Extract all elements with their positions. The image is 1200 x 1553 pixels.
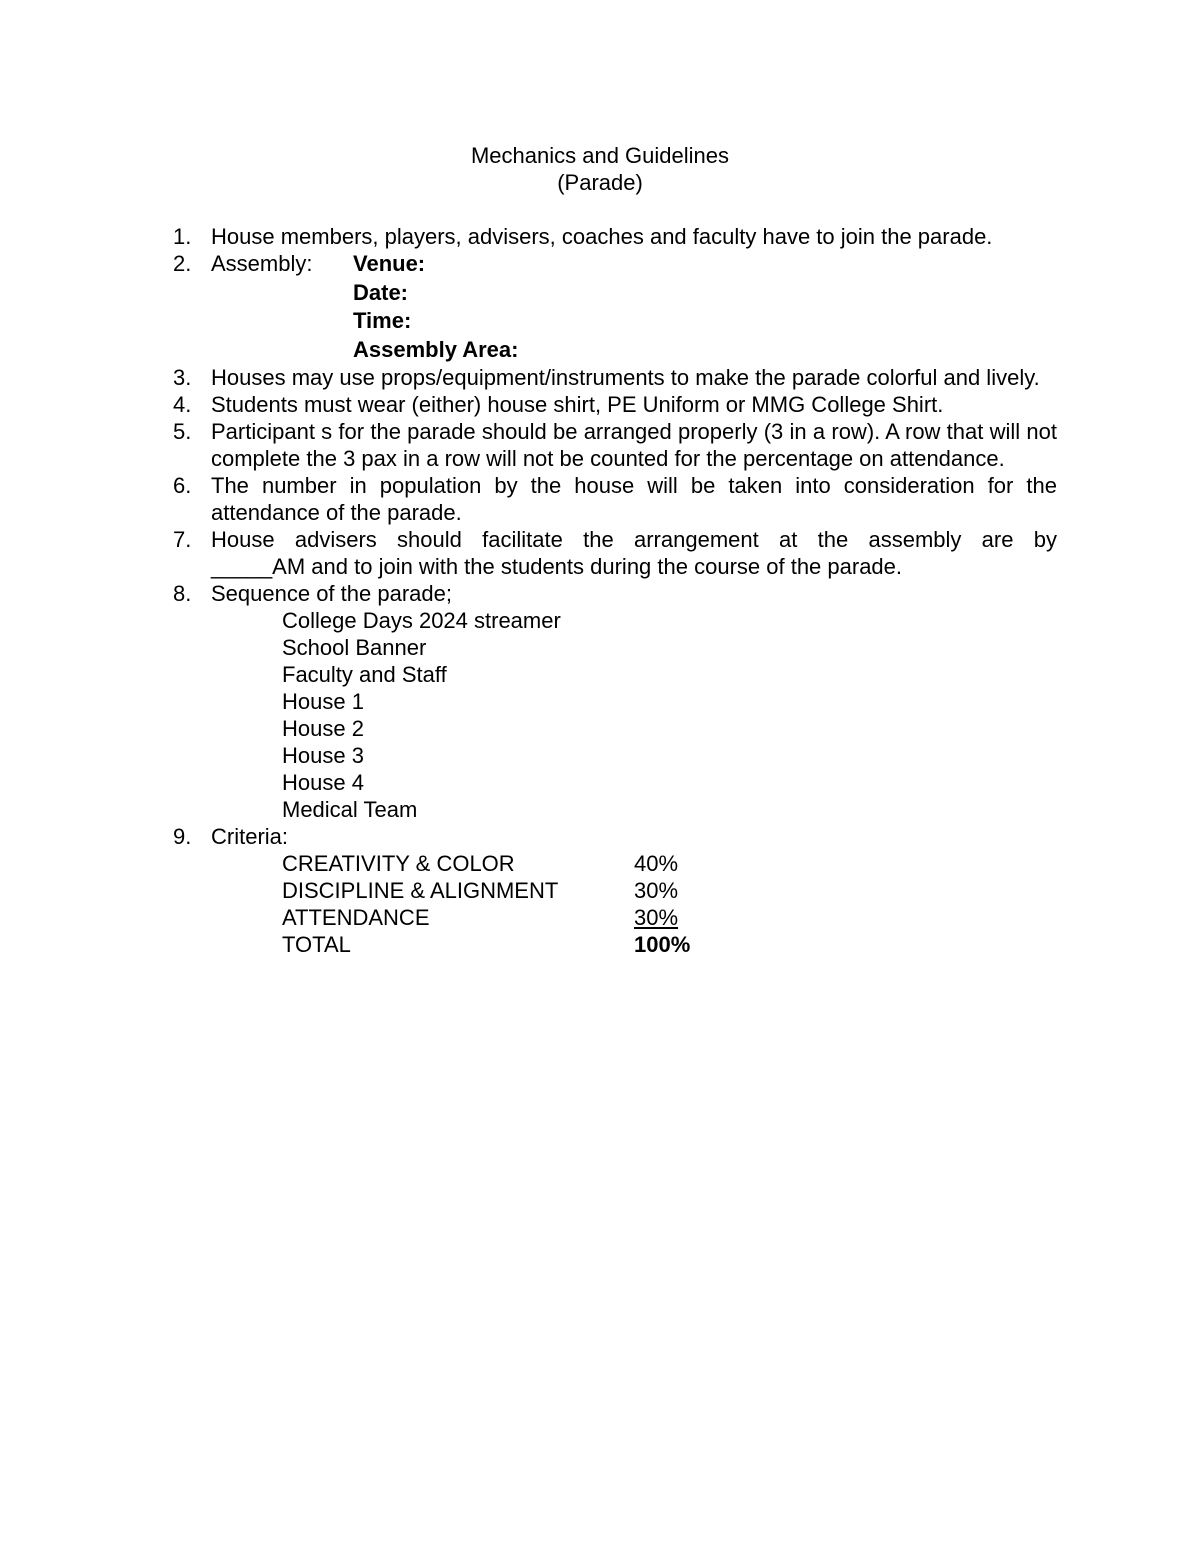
item-number: 4. <box>173 392 192 417</box>
criteria-table <box>173 850 1057 958</box>
assembly-row <box>211 250 1057 364</box>
criteria-value: 30% <box>634 878 679 903</box>
item-text: House members, players, advisers, coaches and faculty have to join the parade. <box>211 224 993 249</box>
list-item-6 <box>173 472 1057 526</box>
assembly-area-label: Assembly Area: <box>353 336 519 362</box>
item-text: Students must wear (either) house shirt, PE Uniform or MMG College Shirt. <box>211 392 944 417</box>
list-item-2 <box>173 250 1057 364</box>
item-text: Participant s for the parade should be arranged properly (3 in a row). A row that will not complete the 3 pax in a row will not be counted for the percentage on attendance. <box>211 419 1057 471</box>
item-text-line-1: House advisers should facilitate the arrangement at the assembly are by <box>211 527 1057 552</box>
parade-sequence <box>211 607 1057 823</box>
item-number: 7. <box>173 527 192 552</box>
criteria-row <box>211 850 1057 877</box>
document-subtitle: (Parade) <box>557 170 643 195</box>
total-value: 100% <box>634 932 691 957</box>
criteria-row <box>211 877 1057 904</box>
list-item-4 <box>173 391 1057 418</box>
item-text: The number in population by the house will be taken into consideration for the attendance of the parade. <box>211 473 1057 525</box>
list-item-1 <box>173 223 1057 250</box>
sequence-item: Faculty and Staff <box>282 662 447 687</box>
list-item-3 <box>173 364 1057 391</box>
item-number: 3. <box>173 365 192 390</box>
sequence-item: House 2 <box>282 716 364 741</box>
criteria-value: 30% <box>634 905 679 930</box>
list-item-5 <box>173 418 1057 472</box>
sequence-item: College Days 2024 streamer <box>282 608 561 633</box>
item-number: 2. <box>173 251 192 276</box>
document-title: Mechanics and Guidelines <box>470 143 730 168</box>
list-item-7 <box>173 526 1057 580</box>
item-number: 6. <box>173 473 192 498</box>
list-item-9 <box>173 823 1057 850</box>
item-text: Sequence of the parade; <box>211 581 452 606</box>
criteria-total-row <box>211 931 1057 958</box>
list-item-8 <box>173 580 1057 823</box>
item-number: 8. <box>173 581 192 606</box>
assembly-label: Assembly: <box>211 251 313 276</box>
total-label: TOTAL <box>282 932 351 957</box>
criteria-name: DISCIPLINE & ALIGNMENT <box>282 878 559 903</box>
item-text: Houses may use props/equipment/instruments to make the parade colorful and lively. <box>211 365 1040 390</box>
item-text: Criteria: <box>211 824 289 849</box>
sequence-item: Medical Team <box>282 797 418 822</box>
item-number: 5. <box>173 419 192 444</box>
sequence-item: House 3 <box>282 743 364 768</box>
criteria-row <box>211 904 1057 931</box>
assembly-fields <box>353 250 518 364</box>
date-label: Date: <box>353 279 409 305</box>
criteria-value: 40% <box>634 851 679 876</box>
criteria-name: CREATIVITY & COLOR <box>282 851 515 876</box>
sequence-item: House 1 <box>282 689 364 714</box>
time-label: Time: <box>353 308 412 333</box>
criteria-name: ATTENDANCE <box>282 905 430 930</box>
guidelines-list <box>173 223 1057 958</box>
sequence-item: House 4 <box>282 770 364 795</box>
sequence-item: School Banner <box>282 635 427 660</box>
item-text-line-2: _____AM and to join with the students during the course of the parade. <box>211 554 903 579</box>
item-number: 9. <box>173 824 192 849</box>
item-number: 1. <box>173 224 192 249</box>
venue-label: Venue: <box>353 251 426 276</box>
